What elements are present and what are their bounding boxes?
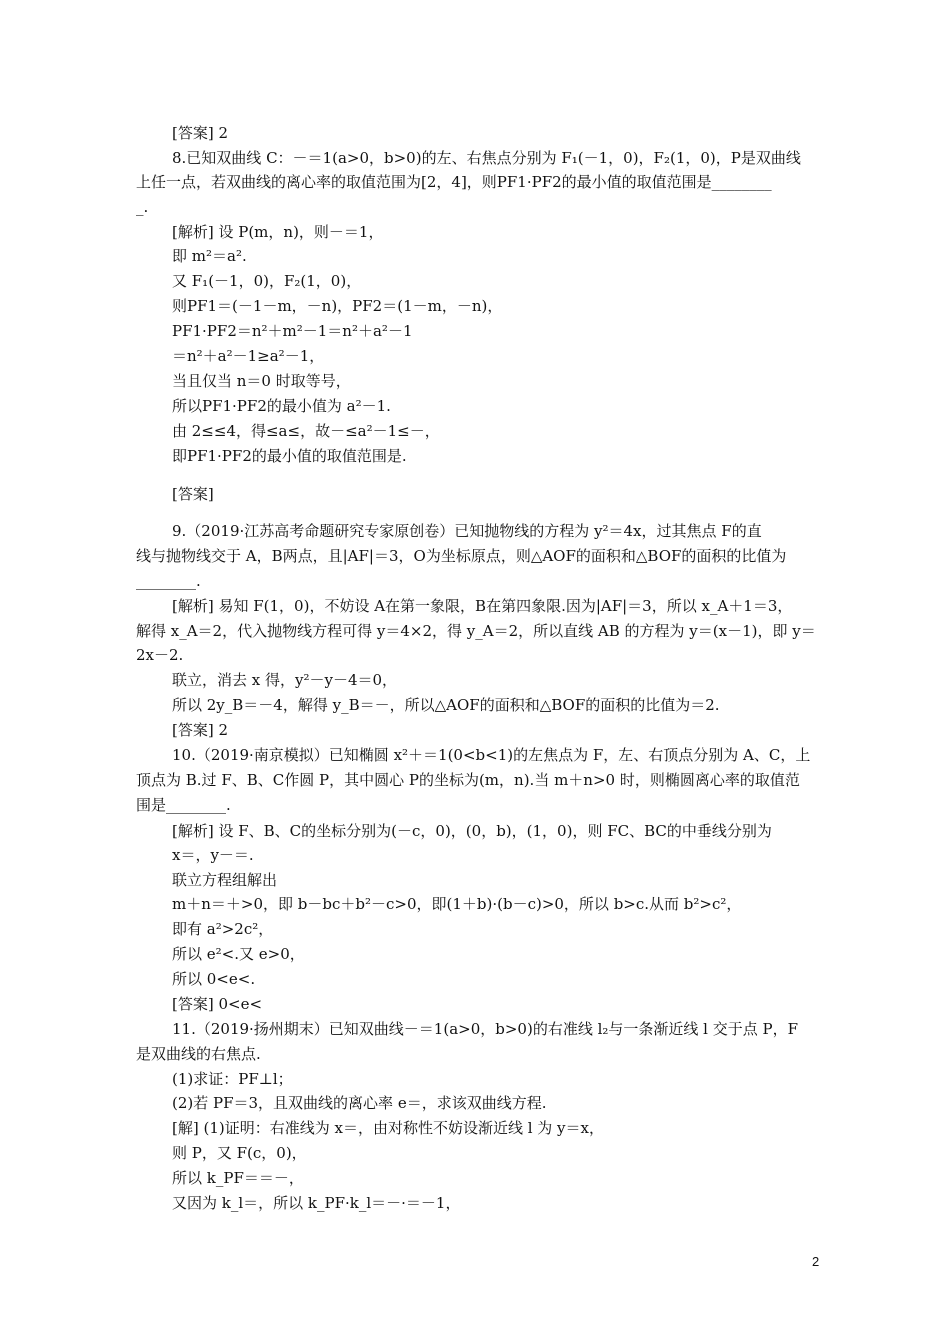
text-line: 当且仅当 n＝0 时取等号， bbox=[172, 372, 351, 390]
text-line: [解析] 易知 F(1，0)，不妨设 A在第一象限，B在第四象限.因为|AF|＝3，所以 x_A＋1＝3， bbox=[172, 597, 793, 615]
text-line: [答案] 2 bbox=[172, 124, 229, 142]
text-line: 是双曲线的右焦点. bbox=[136, 1045, 261, 1063]
text-line: 所以 2y_B＝－4，解得 y_B＝－，所以△AOF的面积和△BOF的面积的比值为＝2. bbox=[172, 696, 720, 714]
text-line: 线与抛物线交于 A，B两点，且|AF|＝3，O为坐标原点，则△AOF的面积和△BOF的面积的比值为 bbox=[136, 547, 787, 565]
text-line: 9.（2019·江苏高考命题研究专家原创卷）已知抛物线的方程为 y²＝4x，过其焦点 F的直 bbox=[172, 522, 762, 540]
text-line: 又 F₁(－1，0)，F₂(1，0)， bbox=[172, 272, 362, 290]
text-line: (1)求证：PF⊥l； bbox=[172, 1070, 293, 1088]
text-line: 所以 e²<.又 e>0， bbox=[172, 945, 305, 963]
text-line: 11.（2019·扬州期末）已知双曲线－＝1(a>0，b>0)的右准线 l₂与一条渐近线 l 交于点 P，F bbox=[172, 1020, 798, 1038]
text-line: 即PF1·PF2的最小值的取值范围是. bbox=[172, 447, 407, 465]
text-line: ＝n²＋a²－1≥a²－1， bbox=[172, 347, 325, 365]
text-line: ________. bbox=[136, 572, 201, 590]
text-line: _. bbox=[136, 198, 149, 216]
text-line: 所以PF1·PF2的最小值为 a²－1. bbox=[172, 397, 391, 415]
text-line: [解析] 设 P(m，n)，则－＝1， bbox=[172, 223, 384, 241]
text-line: x＝，y－＝. bbox=[172, 846, 254, 864]
text-line: 2x－2. bbox=[136, 646, 184, 664]
text-line: 10.（2019·南京模拟）已知椭圆 x²＋＝1(0<b<1)的左焦点为 F，左、右顶点分别为 A、C，上 bbox=[172, 746, 811, 764]
text-line: 则PF1＝(－1－m，－n)，PF2＝(1－m，－n)， bbox=[172, 297, 503, 315]
text-line: 所以 k_PF＝＝－， bbox=[172, 1169, 304, 1187]
text-line: 解得 x_A＝2，代入抛物线方程可得 y＝4×2，得 y_A＝2，所以直线 AB 的方程为 y＝(x－1)，即 y＝ bbox=[136, 622, 816, 640]
page-number: 2 bbox=[812, 1254, 820, 1269]
text-line: [答案] 2 bbox=[172, 721, 229, 739]
text-line: 由 2≤≤4，得≤a≤，故－≤a²－1≤－， bbox=[172, 422, 440, 440]
text-line: 围是________. bbox=[136, 796, 231, 814]
text-line: 即 m²＝a². bbox=[172, 247, 247, 265]
text-line: m＋n＝＋>0，即 b－bc＋b²－c>0，即(1＋b)·(b－c)>0，所以 b>c.从而 b²>c²， bbox=[172, 895, 742, 913]
text-line: [解] (1)证明：右准线为 x＝，由对称性不妨设渐近线 l 为 y＝x， bbox=[172, 1119, 604, 1137]
text-line: 8.已知双曲线 C：－＝1(a>0，b>0)的左、右焦点分别为 F₁(－1，0)，F₂(1，0)，P是双曲线 bbox=[172, 149, 801, 167]
text-line: [解析] 设 F、B、C的坐标分别为(－c，0)，(0，b)，(1，0)，则 FC、BC的中垂线分别为 bbox=[172, 822, 772, 840]
text-line: 又因为 k_l＝，所以 k_PF·k_l＝－·＝－1， bbox=[172, 1194, 461, 1212]
text-line: [答案] 0<e< bbox=[172, 995, 263, 1013]
text-line: 联立，消去 x 得，y²－y－4＝0， bbox=[172, 671, 398, 689]
text-line: 则 P，又 F(c，0)， bbox=[172, 1144, 307, 1162]
text-line: 所以 0<e<. bbox=[172, 970, 256, 988]
text-line: 联立方程组解出 bbox=[172, 871, 278, 889]
text-line: (2)若 PF＝3，且双曲线的离心率 e＝，求该双曲线方程. bbox=[172, 1094, 547, 1112]
text-line: PF1·PF2＝n²＋m²－1＝n²＋a²－1 bbox=[172, 322, 413, 340]
text-line: [答案] bbox=[172, 485, 214, 503]
text-line: 顶点为 B.过 F、B、C作圆 P，其中圆心 P的坐标为(m，n).当 m＋n>0 时，则椭圆离心率的取值范 bbox=[136, 771, 800, 789]
text-line: 上任一点，若双曲线的离心率的取值范围为[2，4]，则PF1·PF2的最小值的取值范围是________ bbox=[136, 173, 772, 191]
text-line: 即有 a²>2c²， bbox=[172, 920, 274, 938]
